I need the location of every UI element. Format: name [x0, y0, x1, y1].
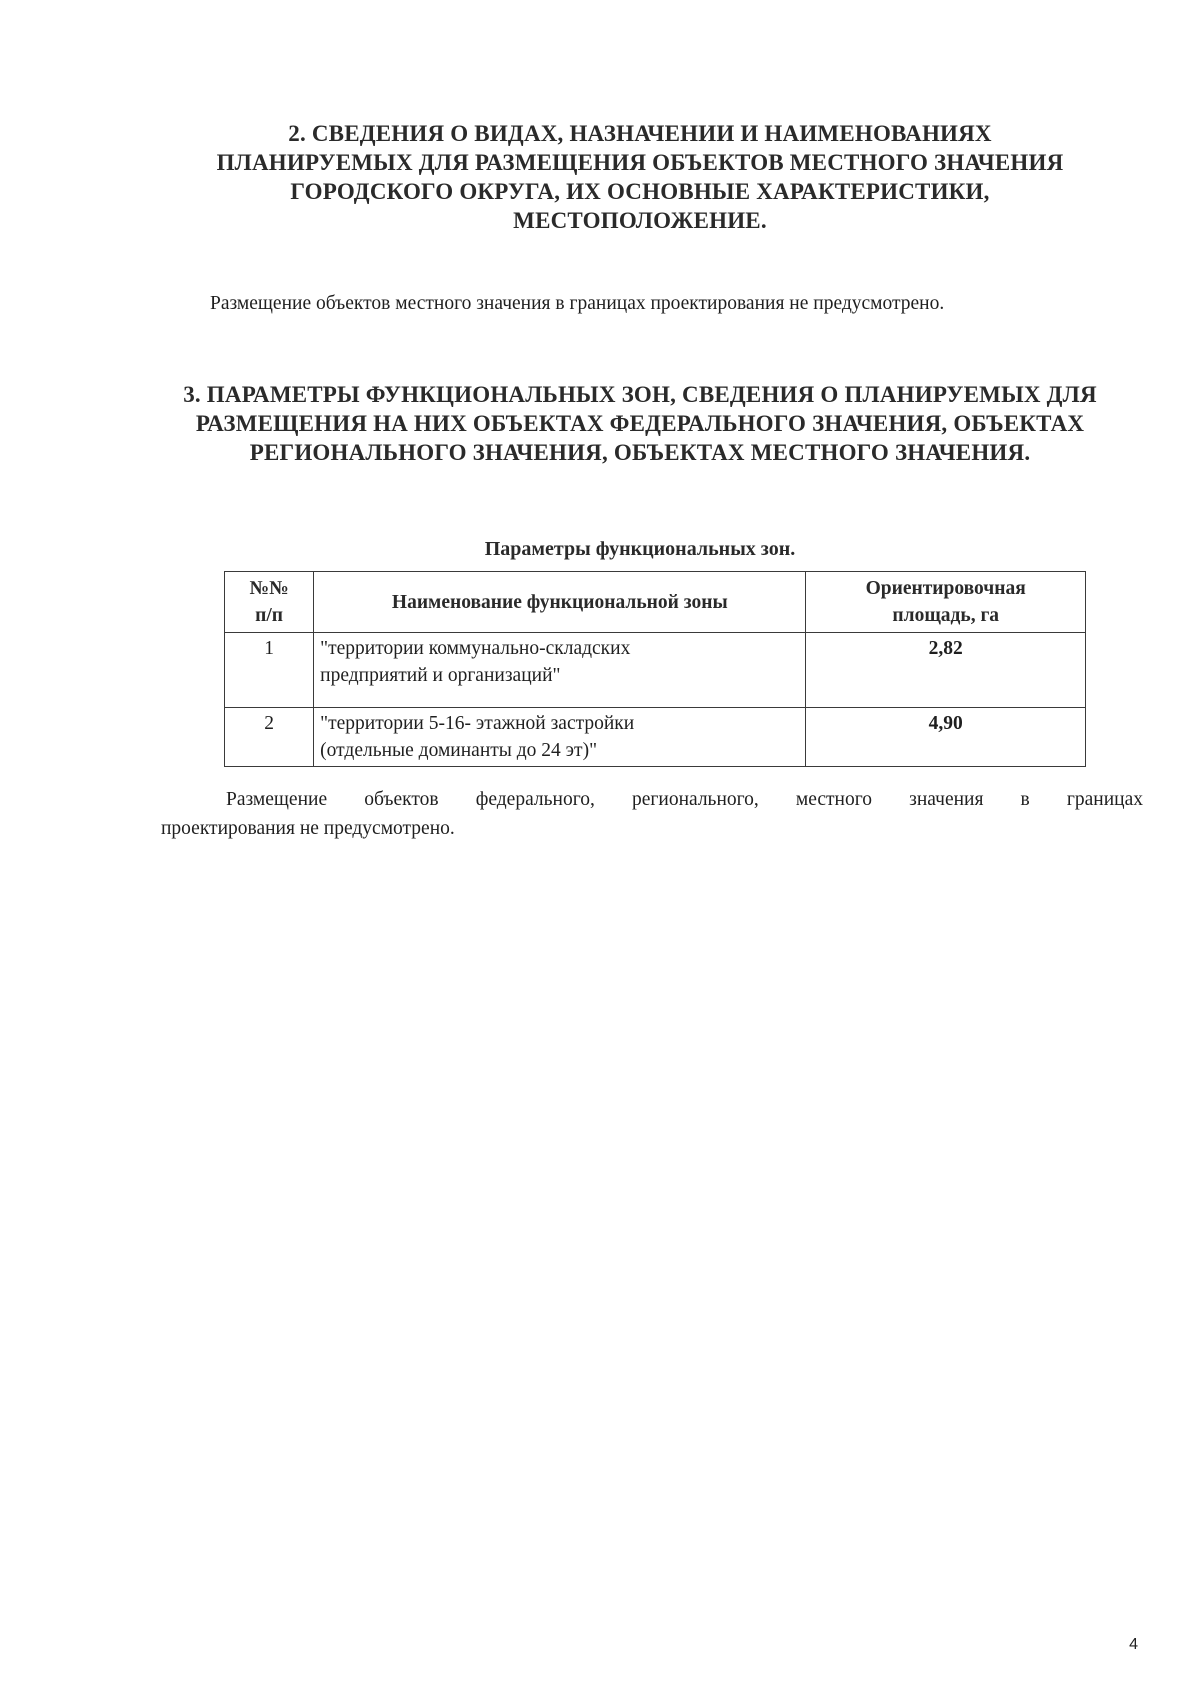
functional-zones-table	[224, 571, 1086, 767]
row-area: 2,82	[806, 633, 1086, 708]
heading-line: 3. ПАРАМЕТРЫ ФУНКЦИОНАЛЬНЫХ ЗОН, СВЕДЕНИЯ О ПЛАНИРУЕМЫХ ДЛЯ	[183, 382, 1097, 407]
heading-line: ПЛАНИРУЕМЫХ ДЛЯ РАЗМЕЩЕНИЯ ОБЪЕКТОВ МЕСТНОГО ЗНАЧЕНИЯ	[216, 150, 1064, 175]
section-3-text	[161, 785, 1143, 843]
row-zone-name	[314, 708, 806, 767]
zone-name-line2: (отдельные доминанты до 24 эт)"	[320, 740, 598, 761]
table-header-row	[225, 572, 1086, 633]
section-3-text-line1: Размещение объектов федерального, регионального, местного значения в границах	[226, 789, 1143, 810]
header-zone-name: Наименование функциональной зоны	[314, 572, 806, 633]
zone-name-line1: "территории коммунально-складских	[320, 638, 631, 659]
heading-line: РЕГИОНАЛЬНОГО ЗНАЧЕНИЯ, ОБЪЕКТАХ МЕСТНОГО ЗНАЧЕНИЯ.	[249, 440, 1031, 465]
header-number	[225, 572, 314, 633]
header-area-line2: площадь, га	[892, 605, 1000, 626]
section-3-text-line2: проектирования не предусмотрено.	[161, 818, 455, 839]
table-caption: Параметры функциональных зон.	[484, 538, 796, 560]
heading-line: ГОРОДСКОГО ОКРУГА, ИХ ОСНОВНЫЕ ХАРАКТЕРИСТИКИ,	[290, 179, 990, 204]
header-number-line2: п/п	[255, 605, 284, 626]
section-2-heading	[200, 119, 1080, 235]
section-2-text: Размещение объектов местного значения в границах проектирования не предусмотрено.	[210, 293, 945, 314]
heading-line: 2. СВЕДЕНИЯ О ВИДАХ, НАЗНАЧЕНИИ И НАИМЕНОВАНИЯХ	[288, 121, 992, 146]
row-area: 4,90	[806, 708, 1086, 767]
header-area	[806, 572, 1086, 633]
header-number-line1: №№	[249, 578, 289, 599]
table-row	[225, 708, 1086, 767]
row-number: 1	[225, 633, 314, 708]
row-zone-name	[314, 633, 806, 708]
page-number: 4	[1129, 1636, 1138, 1653]
heading-line: РАЗМЕЩЕНИЯ НА НИХ ОБЪЕКТАХ ФЕДЕРАЛЬНОГО ЗНАЧЕНИЯ, ОБЪЕКТАХ	[195, 411, 1085, 436]
section-3-heading	[150, 380, 1130, 467]
header-area-line1: Ориентировочная	[865, 578, 1026, 599]
table-row	[225, 633, 1086, 708]
heading-line: МЕСТОПОЛОЖЕНИЕ.	[513, 208, 767, 233]
row-number: 2	[225, 708, 314, 767]
zone-name-line1: "территории 5-16- этажной застройки	[320, 713, 635, 734]
zone-name-line2: предприятий и организаций"	[320, 665, 561, 686]
